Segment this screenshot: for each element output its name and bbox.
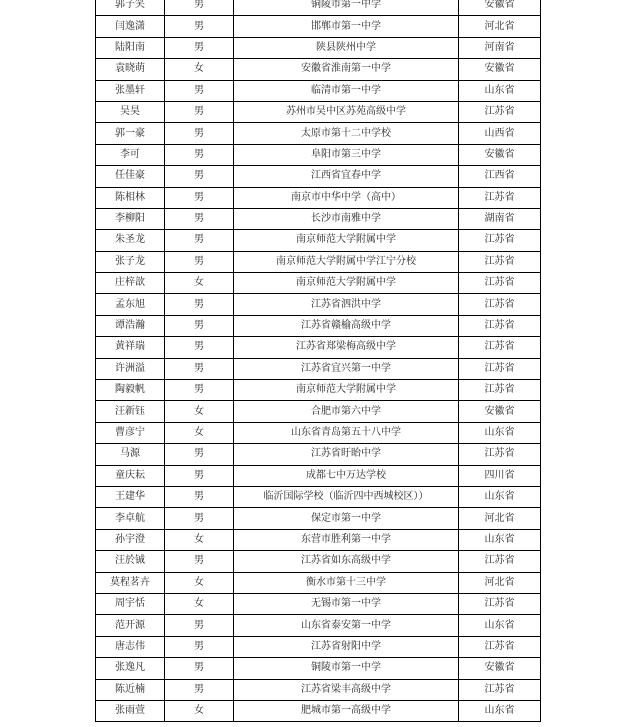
school-cell: 江苏省梁丰高级中学 (234, 679, 459, 700)
student-name-cell: 郭子笑 (96, 0, 165, 16)
student-name-cell: 童庆耘 (96, 465, 165, 486)
province-cell: 山东省 (459, 529, 541, 550)
student-name-cell: 周宇恬 (96, 593, 165, 614)
gender-cell: 男 (165, 380, 234, 401)
school-cell: 江苏省郑梁梅高级中学 (234, 337, 459, 358)
student-name-cell: 唐志伟 (96, 636, 165, 657)
student-name-cell: 许洲溢 (96, 358, 165, 379)
gender-cell: 男 (165, 251, 234, 272)
table-row (96, 0, 541, 16)
student-name-cell: 陈近楠 (96, 679, 165, 700)
school-cell: 江西省宜春中学 (234, 166, 459, 187)
school-cell: 阜阳市第三中学 (234, 144, 459, 165)
province-cell: 江苏省 (459, 636, 541, 657)
school-cell: 邯郸市第一中学 (234, 16, 459, 37)
student-name-cell: 李可 (96, 144, 165, 165)
school-cell: 临沂国际学校（临沂四中西城校区）） (234, 486, 459, 507)
school-cell: 铜陵市第一中学 (234, 658, 459, 679)
student-name-cell: 王建华 (96, 486, 165, 507)
school-cell: 成都七中万达学校 (234, 465, 459, 486)
student-name-cell: 陶毅帆 (96, 380, 165, 401)
table-row (96, 80, 541, 101)
school-cell: 安徽省淮南第一中学 (234, 59, 459, 80)
school-cell: 肥城市第一高级中学 (234, 700, 459, 721)
gender-cell: 男 (165, 658, 234, 679)
province-cell: 安徽省 (459, 0, 541, 16)
student-name-cell: 黄祥瑞 (96, 337, 165, 358)
province-cell: 江苏省 (459, 273, 541, 294)
province-cell: 河北省 (459, 16, 541, 37)
student-name-cell: 曹彦宁 (96, 422, 165, 443)
student-name-cell: 李卓航 (96, 508, 165, 529)
school-cell: 长沙市南雅中学 (234, 208, 459, 229)
table-row (96, 679, 541, 700)
table-row (96, 251, 541, 272)
table-row (96, 337, 541, 358)
table-row (96, 465, 541, 486)
table-row (96, 187, 541, 208)
table-row (96, 358, 541, 379)
school-cell: 衡水市第十三中学 (234, 572, 459, 593)
table-row (96, 508, 541, 529)
table-row (96, 380, 541, 401)
table-row (96, 636, 541, 657)
table-row (96, 422, 541, 443)
table-row (96, 230, 541, 251)
table-row (96, 59, 541, 80)
province-cell: 江苏省 (459, 444, 541, 465)
roster-body (96, 0, 541, 722)
province-cell: 山东省 (459, 700, 541, 721)
student-name-cell: 张雨萱 (96, 700, 165, 721)
gender-cell: 男 (165, 315, 234, 336)
table-row (96, 572, 541, 593)
gender-cell: 男 (165, 101, 234, 122)
table-row (96, 486, 541, 507)
province-cell: 河北省 (459, 508, 541, 529)
province-cell: 山东省 (459, 80, 541, 101)
student-name-cell: 陈相林 (96, 187, 165, 208)
school-cell: 陕县陕州中学 (234, 37, 459, 58)
student-name-cell: 李柳阳 (96, 208, 165, 229)
gender-cell: 男 (165, 144, 234, 165)
province-cell: 江苏省 (459, 230, 541, 251)
school-cell: 山东省青岛第五十八中学 (234, 422, 459, 443)
province-cell: 河北省 (459, 572, 541, 593)
province-cell: 江苏省 (459, 679, 541, 700)
province-cell: 江苏省 (459, 251, 541, 272)
student-name-cell: 郭一豪 (96, 123, 165, 144)
school-cell: 山东省泰安第一中学 (234, 615, 459, 636)
student-name-cell: 范开源 (96, 615, 165, 636)
school-cell: 铜陵市第一中学 (234, 0, 459, 16)
province-cell: 安徽省 (459, 144, 541, 165)
province-cell: 安徽省 (459, 59, 541, 80)
school-cell: 苏州市吴中区苏苑高级中学 (234, 101, 459, 122)
province-cell: 江苏省 (459, 187, 541, 208)
province-cell: 山东省 (459, 486, 541, 507)
table-row (96, 658, 541, 679)
table-row (96, 294, 541, 315)
table-row (96, 315, 541, 336)
table-row (96, 123, 541, 144)
province-cell: 江苏省 (459, 101, 541, 122)
province-cell: 江西省 (459, 166, 541, 187)
school-cell: 江苏省如东高级中学 (234, 551, 459, 572)
gender-cell: 女 (165, 273, 234, 294)
student-name-cell: 朱圣龙 (96, 230, 165, 251)
province-cell: 江苏省 (459, 337, 541, 358)
gender-cell: 男 (165, 508, 234, 529)
gender-cell: 男 (165, 37, 234, 58)
school-cell: 南京师范大学附属中学 (234, 380, 459, 401)
province-cell: 江苏省 (459, 551, 541, 572)
gender-cell: 男 (165, 636, 234, 657)
province-cell: 江苏省 (459, 380, 541, 401)
gender-cell: 女 (165, 593, 234, 614)
school-cell: 南京师范大学附属中学江宁分校 (234, 251, 459, 272)
student-name-cell: 汪於铖 (96, 551, 165, 572)
province-cell: 江苏省 (459, 294, 541, 315)
gender-cell: 男 (165, 679, 234, 700)
gender-cell: 女 (165, 59, 234, 80)
school-cell: 临清市第一中学 (234, 80, 459, 101)
table-row (96, 37, 541, 58)
school-cell: 江苏省泗洪中学 (234, 294, 459, 315)
school-cell: 东营市胜利第一中学 (234, 529, 459, 550)
student-name-cell: 闫逸潇 (96, 16, 165, 37)
school-cell: 保定市第一中学 (234, 508, 459, 529)
gender-cell: 男 (165, 486, 234, 507)
gender-cell: 男 (165, 294, 234, 315)
student-name-cell: 张逸凡 (96, 658, 165, 679)
student-name-cell: 汪新钰 (96, 401, 165, 422)
table-row (96, 551, 541, 572)
student-name-cell: 谭浩瀚 (96, 315, 165, 336)
school-cell: 江苏省宜兴第一中学 (234, 358, 459, 379)
gender-cell: 男 (165, 187, 234, 208)
province-cell: 四川省 (459, 465, 541, 486)
gender-cell: 男 (165, 166, 234, 187)
student-name-cell: 吴昊 (96, 101, 165, 122)
student-name-cell: 庄梓歆 (96, 273, 165, 294)
school-cell: 无锡市第一中学 (234, 593, 459, 614)
table-row (96, 529, 541, 550)
province-cell: 湖南省 (459, 208, 541, 229)
province-cell: 安徽省 (459, 658, 541, 679)
gender-cell: 女 (165, 572, 234, 593)
gender-cell: 男 (165, 80, 234, 101)
gender-cell: 男 (165, 208, 234, 229)
student-name-cell: 马源 (96, 444, 165, 465)
table-row (96, 101, 541, 122)
school-cell: 南京市中华中学（高中） (234, 187, 459, 208)
table-row (96, 208, 541, 229)
province-cell: 山东省 (459, 422, 541, 443)
school-cell: 江苏省赣榆高级中学 (234, 315, 459, 336)
table-row (96, 16, 541, 37)
table-row (96, 166, 541, 187)
student-name-cell: 张子龙 (96, 251, 165, 272)
province-cell: 河南省 (459, 37, 541, 58)
gender-cell: 男 (165, 551, 234, 572)
table-row (96, 593, 541, 614)
school-cell: 南京师范大学附属中学 (234, 230, 459, 251)
school-cell: 江苏省射阳中学 (234, 636, 459, 657)
gender-cell: 女 (165, 529, 234, 550)
province-cell: 江苏省 (459, 358, 541, 379)
province-cell: 江苏省 (459, 593, 541, 614)
student-name-cell: 袁晓萌 (96, 59, 165, 80)
student-name-cell: 孟东旭 (96, 294, 165, 315)
school-cell: 江苏省盱眙中学 (234, 444, 459, 465)
gender-cell: 女 (165, 401, 234, 422)
table-row (96, 444, 541, 465)
school-cell: 合肥市第六中学 (234, 401, 459, 422)
gender-cell: 女 (165, 422, 234, 443)
student-name-cell: 陆阳南 (96, 37, 165, 58)
table-row (96, 615, 541, 636)
student-name-cell: 任佳豪 (96, 166, 165, 187)
gender-cell: 男 (165, 230, 234, 251)
gender-cell: 男 (165, 337, 234, 358)
school-cell: 南京师范大学附属中学 (234, 273, 459, 294)
province-cell: 安徽省 (459, 401, 541, 422)
gender-cell: 男 (165, 615, 234, 636)
student-roster-table (95, 0, 541, 722)
province-cell: 山东省 (459, 615, 541, 636)
gender-cell: 男 (165, 16, 234, 37)
student-name-cell: 张墨轩 (96, 80, 165, 101)
gender-cell: 男 (165, 465, 234, 486)
gender-cell: 男 (165, 358, 234, 379)
gender-cell: 男 (165, 444, 234, 465)
table-row (96, 700, 541, 721)
gender-cell: 男 (165, 123, 234, 144)
table-row (96, 401, 541, 422)
province-cell: 山西省 (459, 123, 541, 144)
province-cell: 江苏省 (459, 315, 541, 336)
table-row (96, 144, 541, 165)
student-name-cell: 莫程茗卉 (96, 572, 165, 593)
school-cell: 太原市第十二中学校 (234, 123, 459, 144)
gender-cell: 女 (165, 700, 234, 721)
table-row (96, 273, 541, 294)
gender-cell: 男 (165, 0, 234, 16)
student-name-cell: 孙宇澄 (96, 529, 165, 550)
